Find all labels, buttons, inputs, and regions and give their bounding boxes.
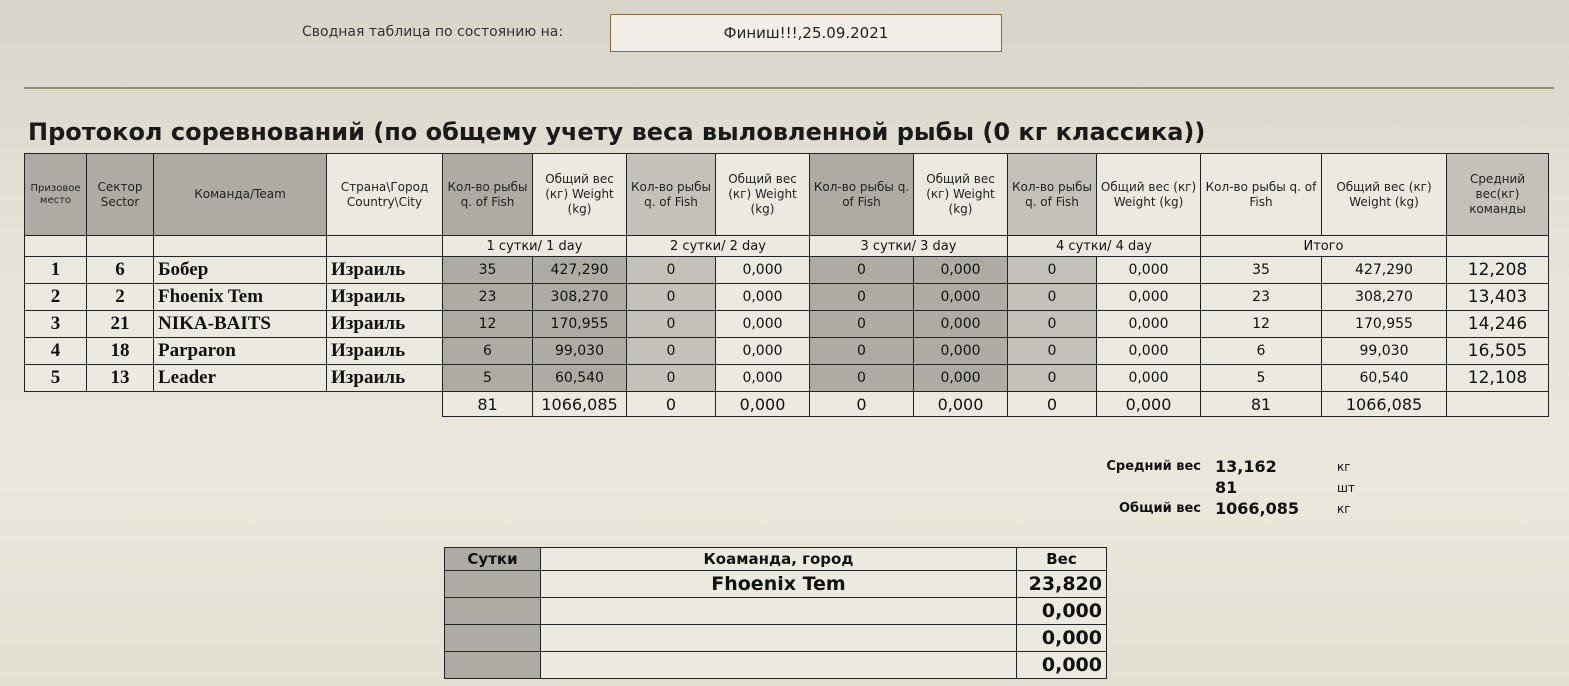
total-cell: 0,000: [914, 392, 1008, 417]
cell-avg: 16,505: [1447, 338, 1549, 365]
cell-team: Fhoenix Tem: [154, 284, 327, 311]
cell-place: 4: [25, 338, 87, 365]
divider: [24, 87, 1554, 89]
cell-tw: 170,955: [1322, 311, 1447, 338]
total-weight-value: 1066,085: [1215, 499, 1300, 518]
cell-d4w: 0,000: [1097, 338, 1201, 365]
daily-cell-team: [541, 598, 1017, 625]
cell-d1w: 99,030: [533, 338, 627, 365]
total-cell: 81: [1201, 392, 1322, 417]
cell-d4c: 0: [1008, 257, 1097, 284]
cell-d3c: 0: [810, 284, 914, 311]
total-cell: 1066,085: [533, 392, 627, 417]
avg-weight-label: Средний вес: [1106, 459, 1201, 474]
cell-d3w: 0,000: [914, 284, 1008, 311]
daily-cell-weight: 0,000: [1017, 598, 1107, 625]
cell-tw: 60,540: [1322, 365, 1447, 392]
daily-row: [445, 598, 1107, 625]
header-total-fish: Кол-во рыбы q. of Fish: [1201, 154, 1322, 236]
cell-tc: 23: [1201, 284, 1322, 311]
cell-tc: 5: [1201, 365, 1322, 392]
table-row: [25, 311, 1549, 338]
totals-row: [25, 392, 1549, 417]
header-fish-count: Кол-во рыбы q. of Fish: [810, 154, 914, 236]
cell-d1c: 12: [443, 311, 533, 338]
daily-cell-day: [445, 598, 541, 625]
header-weight: Общий вес (кг) Weight (kg): [914, 154, 1008, 236]
total-weight-label: Общий вес: [1119, 501, 1201, 516]
cell-sector: 6: [87, 257, 154, 284]
header-avg: Средний вес(кг) команды: [1447, 154, 1549, 236]
page-title: Протокол соревнований (по общему учету веса выловленной рыбы (0 кг классика)): [28, 118, 1206, 146]
header-team: Команда/Team: [154, 154, 327, 236]
table-row: [25, 338, 1549, 365]
daily-leader-table: [444, 547, 1107, 679]
daily-header-team: Коаманда, город: [541, 548, 1017, 571]
daily-cell-day: [445, 625, 541, 652]
table-row: [25, 284, 1549, 311]
daily-row: [445, 625, 1107, 652]
cell-d2w: 0,000: [716, 284, 810, 311]
cell-country: Израиль: [327, 311, 443, 338]
day-label: 3 сутки/ 3 day: [810, 236, 1008, 257]
daily-cell-weight: 0,000: [1017, 625, 1107, 652]
cell-place: 1: [25, 257, 87, 284]
cell-country: Израиль: [327, 284, 443, 311]
total-weight-unit: кг: [1337, 501, 1351, 516]
total-label: Итого: [1201, 236, 1447, 257]
table-row: [25, 365, 1549, 392]
avg-weight-unit: кг: [1337, 459, 1351, 474]
results-table: [24, 153, 1549, 417]
day-label: 1 сутки/ 1 day: [443, 236, 627, 257]
cell-tw: 308,270: [1322, 284, 1447, 311]
total-cell: 0,000: [716, 392, 810, 417]
header-fish-count: Кол-во рыбы q. of Fish: [1008, 154, 1097, 236]
cell-d4w: 0,000: [1097, 284, 1201, 311]
daily-cell-weight: 0,000: [1017, 652, 1107, 679]
cell-d3w: 0,000: [914, 338, 1008, 365]
cell-d3w: 0,000: [914, 257, 1008, 284]
header-weight: Общий вес (кг) Weight (kg): [716, 154, 810, 236]
cell-d3w: 0,000: [914, 311, 1008, 338]
cell-team: NIKA-BAITS: [154, 311, 327, 338]
header-weight: Общий вес (кг) Weight (kg): [533, 154, 627, 236]
daily-row: [445, 571, 1107, 598]
cell-d2w: 0,000: [716, 311, 810, 338]
cell-country: Израиль: [327, 257, 443, 284]
cell-tc: 12: [1201, 311, 1322, 338]
cell-d3c: 0: [810, 338, 914, 365]
cell-d1w: 170,955: [533, 311, 627, 338]
cell-sector: 2: [87, 284, 154, 311]
total-cell: 81: [443, 392, 533, 417]
cell-d2c: 0: [627, 311, 716, 338]
fish-count-value: 81: [1215, 478, 1238, 497]
cell-tw: 99,030: [1322, 338, 1447, 365]
cell-d2w: 0,000: [716, 338, 810, 365]
total-cell: 0,000: [1097, 392, 1201, 417]
cell-avg: 12,208: [1447, 257, 1549, 284]
cell-avg: 13,403: [1447, 284, 1549, 311]
cell-d3c: 0: [810, 311, 914, 338]
header-place: Призовое место: [25, 154, 87, 236]
cell-d4w: 0,000: [1097, 311, 1201, 338]
total-cell: 0: [810, 392, 914, 417]
cell-d4c: 0: [1008, 338, 1097, 365]
day-label: 4 сутки/ 4 day: [1008, 236, 1201, 257]
cell-sector: 18: [87, 338, 154, 365]
cell-place: 3: [25, 311, 87, 338]
table-row: [25, 257, 1549, 284]
summary-block: [1070, 456, 1448, 519]
daily-cell-weight: 23,820: [1017, 571, 1107, 598]
header-total-weight: Общий вес (кг) Weight (kg): [1322, 154, 1447, 236]
header-weight: Общий вес (кг) Weight (kg): [1097, 154, 1201, 236]
cell-d1c: 35: [443, 257, 533, 284]
cell-team: Leader: [154, 365, 327, 392]
cell-tc: 6: [1201, 338, 1322, 365]
cell-sector: 13: [87, 365, 154, 392]
cell-d4c: 0: [1008, 311, 1097, 338]
status-label: Сводная таблица по состоянию на:: [302, 24, 564, 40]
status-value: Финиш!!!,25.09.2021: [610, 14, 1002, 52]
cell-d3w: 0,000: [914, 365, 1008, 392]
header-country: Страна\Город Country\City: [327, 154, 443, 236]
cell-avg: 14,246: [1447, 311, 1549, 338]
daily-header-day: Сутки: [445, 548, 541, 571]
daily-cell-team: [541, 625, 1017, 652]
cell-d1w: 427,290: [533, 257, 627, 284]
header-sector: Сектор Sector: [87, 154, 154, 236]
cell-sector: 21: [87, 311, 154, 338]
cell-d2c: 0: [627, 257, 716, 284]
total-cell: 1066,085: [1322, 392, 1447, 417]
cell-d3c: 0: [810, 365, 914, 392]
cell-country: Израиль: [327, 338, 443, 365]
cell-d4w: 0,000: [1097, 365, 1201, 392]
cell-tc: 35: [1201, 257, 1322, 284]
cell-d4c: 0: [1008, 284, 1097, 311]
cell-d4w: 0,000: [1097, 257, 1201, 284]
cell-place: 5: [25, 365, 87, 392]
cell-d2c: 0: [627, 284, 716, 311]
cell-d1c: 23: [443, 284, 533, 311]
cell-d2w: 0,000: [716, 257, 810, 284]
cell-d2c: 0: [627, 365, 716, 392]
fish-count-unit: шт: [1337, 480, 1355, 495]
cell-country: Израиль: [327, 365, 443, 392]
cell-d3c: 0: [810, 257, 914, 284]
cell-d1c: 6: [443, 338, 533, 365]
daily-cell-day: [445, 571, 541, 598]
daily-cell-day: [445, 652, 541, 679]
cell-d2w: 0,000: [716, 365, 810, 392]
avg-weight-value: 13,162: [1215, 457, 1277, 476]
cell-team: Parparon: [154, 338, 327, 365]
cell-avg: 12,108: [1447, 365, 1549, 392]
cell-d1c: 5: [443, 365, 533, 392]
daily-header-weight: Вес: [1017, 548, 1107, 571]
total-cell: 0: [627, 392, 716, 417]
daily-cell-team: [541, 652, 1017, 679]
cell-d1w: 60,540: [533, 365, 627, 392]
total-cell: 0: [1008, 392, 1097, 417]
cell-d2c: 0: [627, 338, 716, 365]
header-fish-count: Кол-во рыбы q. of Fish: [627, 154, 716, 236]
cell-d4c: 0: [1008, 365, 1097, 392]
cell-tw: 427,290: [1322, 257, 1447, 284]
cell-d1w: 308,270: [533, 284, 627, 311]
header-fish-count: Кол-во рыбы q. of Fish: [443, 154, 533, 236]
cell-place: 2: [25, 284, 87, 311]
cell-team: Бобер: [154, 257, 327, 284]
daily-cell-team: Fhoenix Tem: [541, 571, 1017, 598]
daily-row: [445, 652, 1107, 679]
day-label: 2 сутки/ 2 day: [627, 236, 810, 257]
